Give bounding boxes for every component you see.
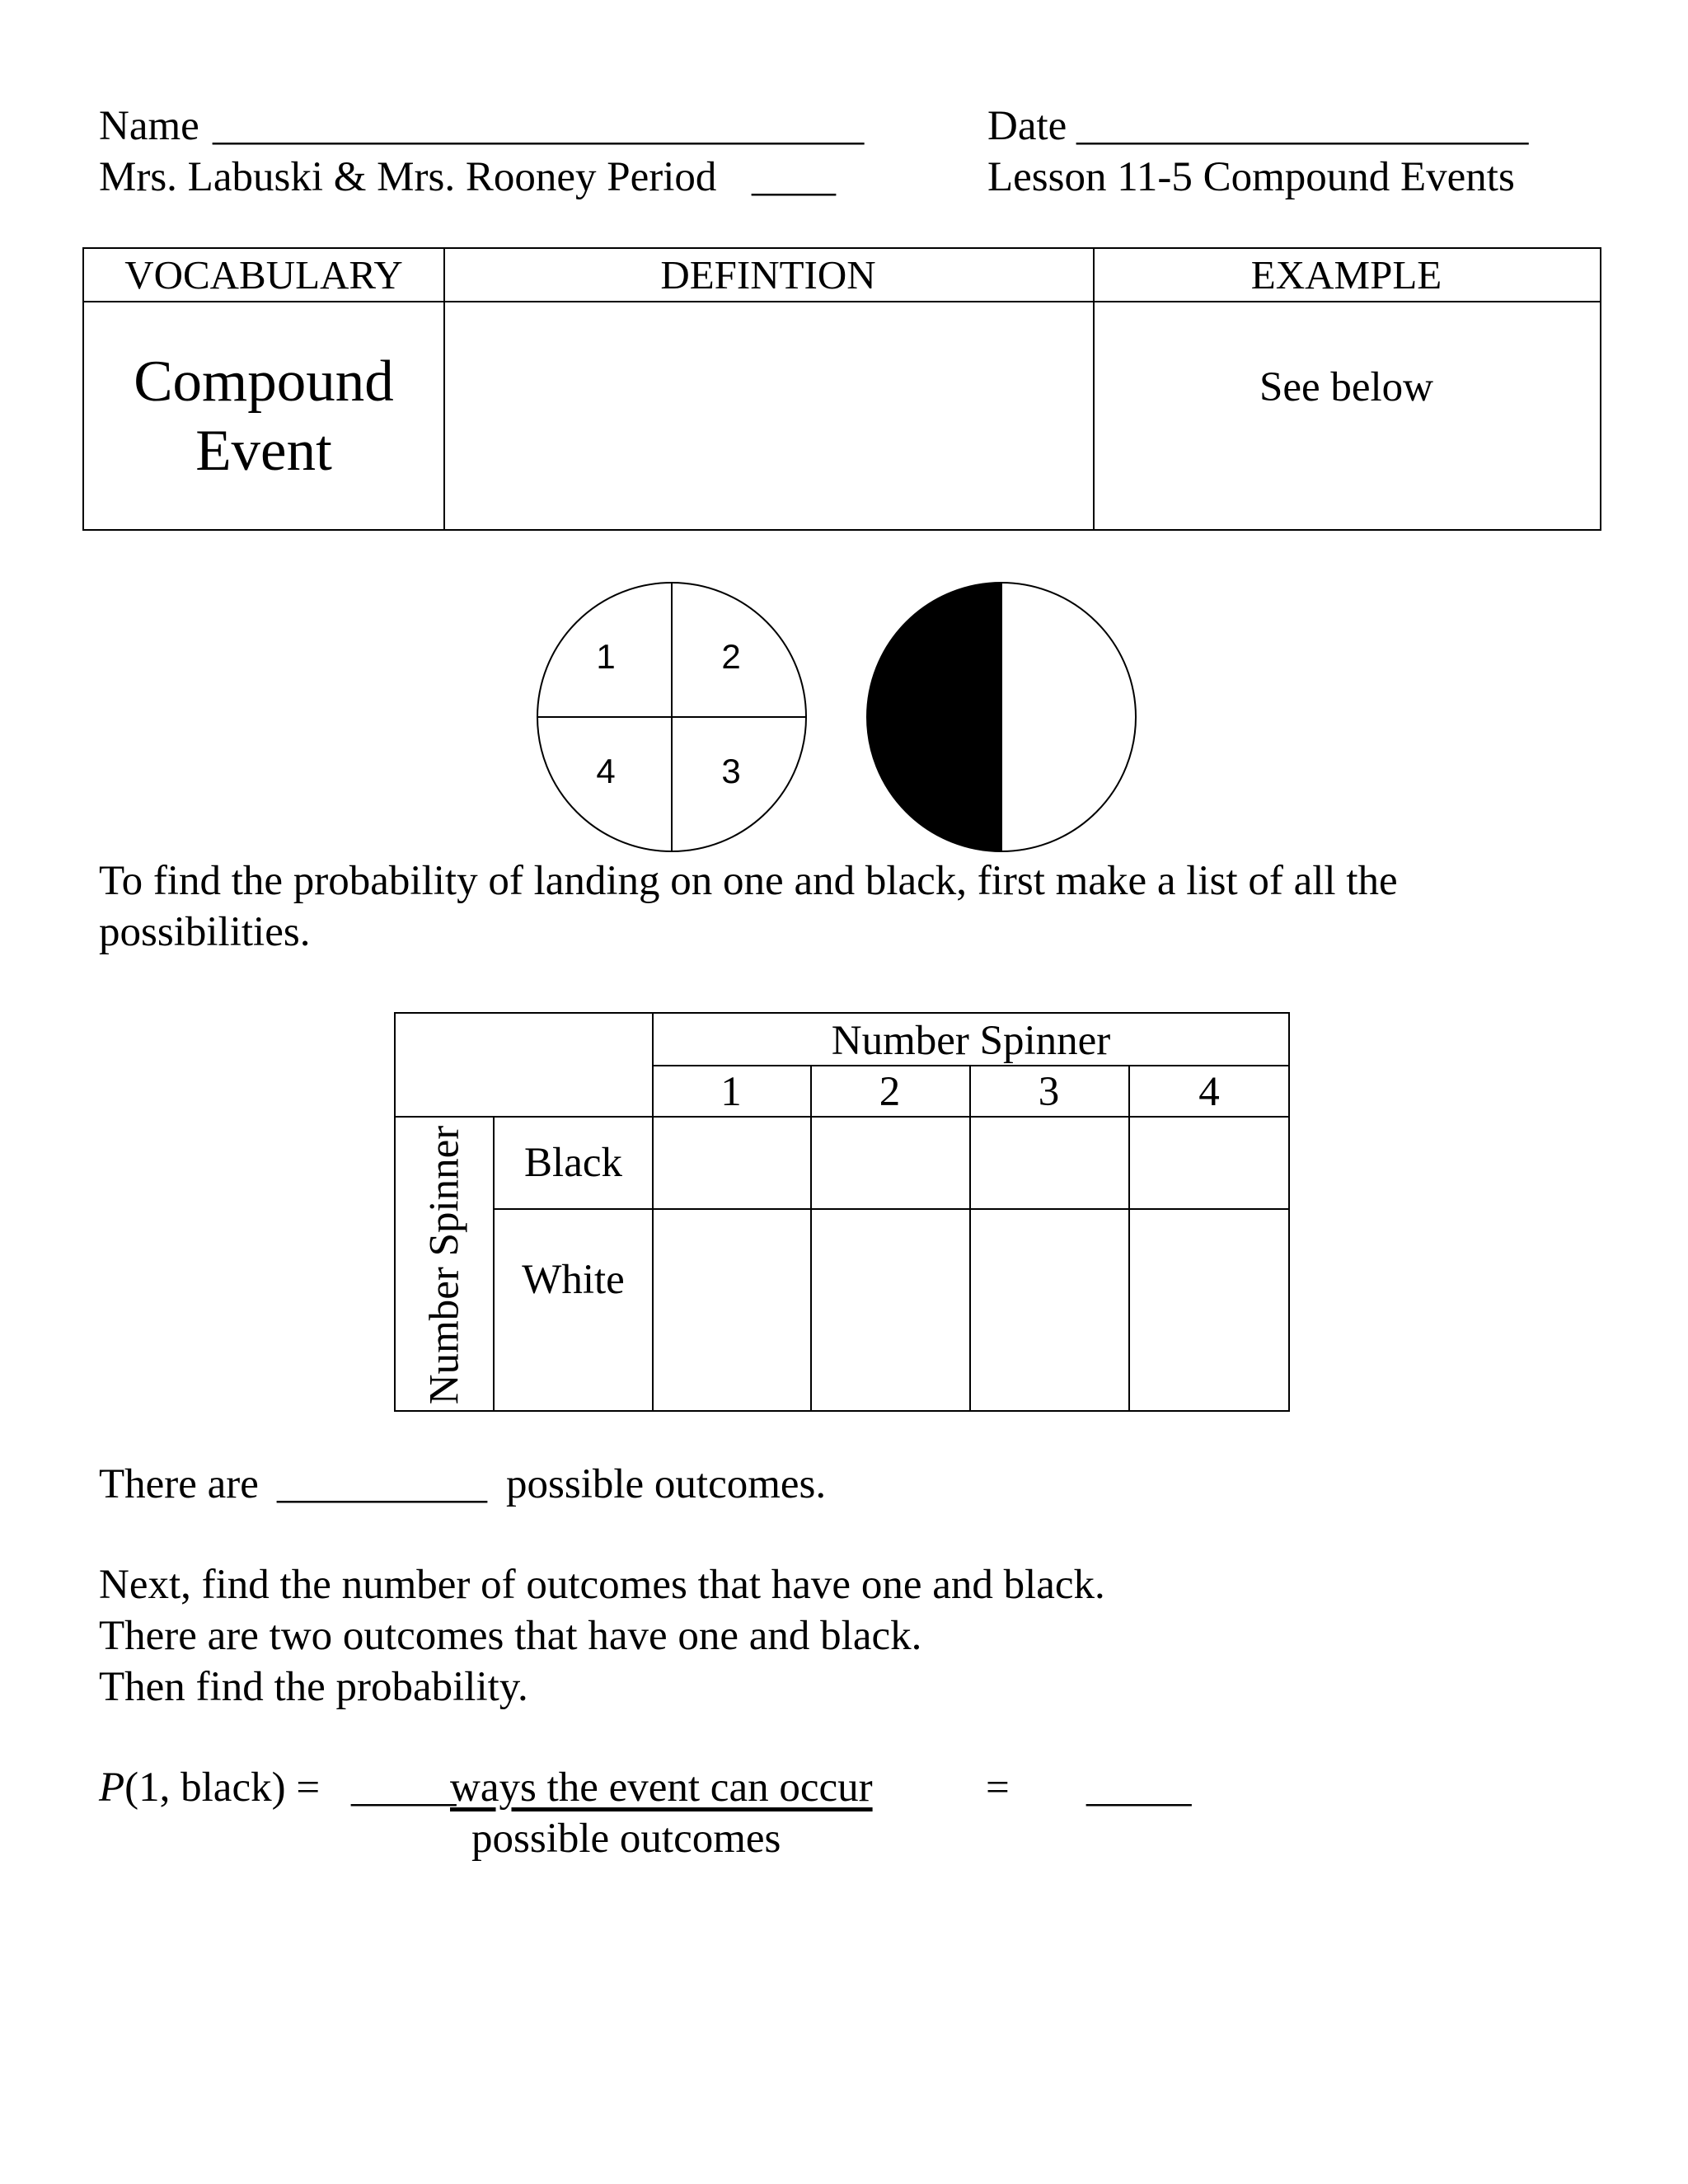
- period-blank[interactable]: ____: [752, 154, 836, 200]
- number-spinner: [532, 579, 812, 855]
- date-label: Date: [987, 103, 1067, 149]
- spinner-section-3: 3: [721, 752, 741, 790]
- outcome-row-title-text: Number Spinner: [421, 1125, 467, 1404]
- vocab-header-definition: DEFINTION: [660, 252, 876, 298]
- outcomes-blank[interactable]: __________: [277, 1461, 487, 1507]
- color-spinner-black-half: [867, 583, 1001, 851]
- outcomes-suffix: possible outcomes.: [506, 1461, 827, 1507]
- outcome-cell-1-white[interactable]: [654, 1210, 810, 1412]
- probability-args: (1, black) =: [124, 1765, 321, 1811]
- probability-p: P: [99, 1765, 125, 1811]
- step-line-2: There are two outcomes that have one and black.: [99, 1613, 922, 1659]
- teachers-period-label: Mrs. Labuski & Mrs. Rooney Period: [99, 154, 717, 200]
- vocab-term-line1: Compound: [134, 349, 394, 414]
- outcome-cell-4-black[interactable]: [1130, 1118, 1290, 1208]
- outcome-row-label-black: Black: [524, 1140, 622, 1186]
- outcome-col-header-1: 1: [720, 1069, 742, 1115]
- step-line-1: Next, find the number of outcomes that have one and black.: [99, 1562, 1105, 1608]
- probability-expression: [99, 1767, 320, 1809]
- outcome-cell-2-white[interactable]: [812, 1210, 969, 1412]
- outcome-col-header-2: 2: [879, 1069, 901, 1115]
- outcome-cell-2-black[interactable]: [812, 1118, 969, 1208]
- outcome-cell-1-black[interactable]: [654, 1118, 810, 1208]
- vocab-term-line2: Event: [195, 418, 332, 483]
- instruction-line-1: To find the probability of landing on one and black, first make a list of all the: [99, 858, 1398, 904]
- name-label: Name: [99, 103, 199, 149]
- formula-denominator: possible outcomes: [471, 1816, 781, 1862]
- formula-answer-blank[interactable]: _____: [1086, 1765, 1192, 1811]
- outcome-cell-3-black[interactable]: [971, 1118, 1128, 1208]
- vocabulary-table: [82, 247, 1601, 531]
- date-blank[interactable]: ______________________: [1076, 103, 1528, 149]
- name-blank[interactable]: _________________________________: [213, 103, 863, 149]
- lesson-title: Lesson 11-5 Compound Events: [987, 154, 1515, 200]
- instruction-line-2: possibilities.: [99, 909, 311, 955]
- vocab-header-example: EXAMPLE: [1250, 252, 1442, 298]
- spinner-section-1: 1: [596, 637, 616, 676]
- formula-numerator: ways the event can occur: [450, 1765, 873, 1811]
- step-line-3: Then find the probability.: [99, 1664, 528, 1710]
- vocab-term: [84, 302, 443, 529]
- outcome-cell-4-white[interactable]: [1130, 1210, 1290, 1412]
- outcome-col-header-3: 3: [1038, 1069, 1060, 1115]
- formula-lead-blank[interactable]: _____: [351, 1765, 457, 1811]
- outcome-row-title: [396, 1118, 493, 1412]
- outcome-col-title: Number Spinner: [831, 1018, 1111, 1064]
- formula-equals: =: [986, 1765, 1010, 1811]
- outcome-col-header-4: 4: [1198, 1069, 1220, 1115]
- color-spinner: [864, 579, 1140, 855]
- spinner-section-4: 4: [596, 752, 616, 790]
- outcome-row-label-white: White: [522, 1257, 625, 1303]
- outcome-cell-3-white[interactable]: [971, 1210, 1128, 1412]
- outcomes-prefix: There are: [99, 1461, 259, 1507]
- outcome-table: [394, 1012, 1290, 1412]
- vocab-header-vocabulary: VOCABULARY: [124, 252, 403, 298]
- spinner-section-2: 2: [721, 637, 741, 676]
- vocab-example: See below: [1259, 363, 1434, 410]
- vocab-definition-cell[interactable]: [443, 302, 1093, 529]
